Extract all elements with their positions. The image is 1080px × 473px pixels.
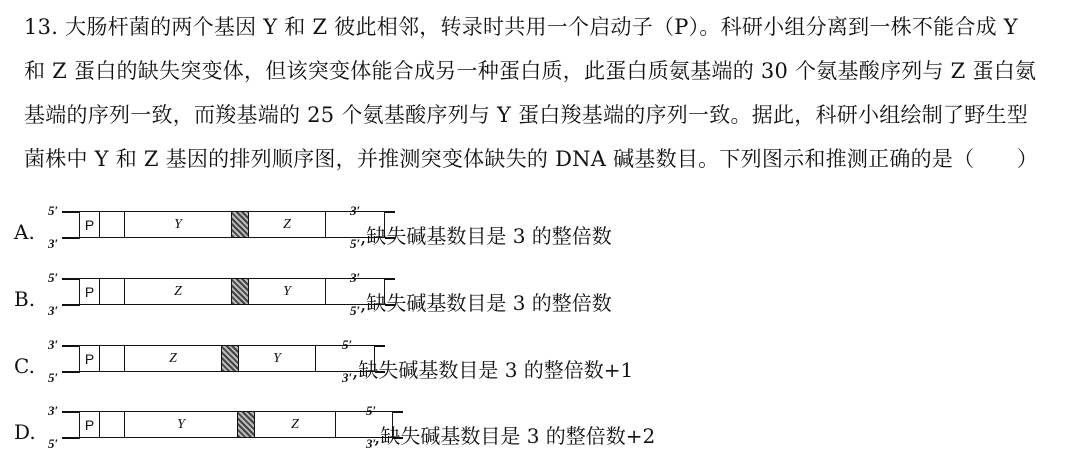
promoter-segment: P	[80, 212, 100, 237]
strand-end-label: 3′	[366, 436, 377, 451]
strand-end-label: 3′	[48, 236, 59, 251]
spacer-segment	[100, 412, 125, 437]
spacer-segment	[100, 279, 125, 304]
option-text: ,缺失碱基数目是 3 的整倍数	[360, 291, 612, 315]
strand-end-label: 5′	[342, 337, 353, 352]
option-text: ,缺失碱基数目是 3 的整倍数+2	[374, 424, 656, 448]
strand-end-label: 3′	[48, 303, 59, 318]
gene-segment: Z	[255, 412, 336, 437]
gene-segment: Y	[249, 279, 326, 304]
dna-diagram	[48, 270, 378, 318]
option-d[interactable]	[0, 403, 1080, 468]
option-letter: B.	[14, 287, 36, 311]
dna-diagram	[48, 203, 378, 251]
question-line: 菌株中 Y 和 Z 基因的排列顺序图，并推测突变体缺失的 DNA 碱基数目。下列图示和推测正确的是（ ）	[24, 147, 1039, 171]
promoter-segment: P	[80, 412, 100, 437]
promoter-segment: P	[80, 346, 100, 371]
question-line: 基端的序列一致，而羧基端的 25 个氨基酸序列与 Y 蛋白羧基端的序列一致。据此，科研小组绘制了野生型	[24, 103, 1029, 127]
deletion-segment	[238, 412, 255, 437]
gene-region	[79, 278, 385, 305]
gene-segment: Y	[239, 346, 316, 371]
gene-region	[79, 211, 385, 238]
strand-end-label: 3′	[350, 270, 361, 285]
option-letter: C.	[14, 354, 35, 378]
option-b[interactable]	[0, 270, 1080, 335]
gene-region	[79, 411, 393, 438]
deletion-segment	[232, 279, 249, 304]
strand-end-label: 3′	[350, 203, 361, 218]
option-a[interactable]	[0, 203, 1080, 268]
gene-region	[79, 345, 375, 372]
option-letter: A.	[14, 220, 35, 244]
option-c[interactable]	[0, 337, 1080, 402]
strand-end-label: 5′	[366, 403, 377, 418]
deletion-segment	[222, 346, 239, 371]
strand-end-label: 5′	[48, 436, 59, 451]
gene-segment: Z	[125, 346, 222, 371]
option-text: ,缺失碱基数目是 3 的整倍数	[360, 224, 612, 248]
gene-segment: Y	[125, 212, 232, 237]
option-letter: D.	[14, 420, 36, 444]
spacer-segment	[100, 212, 125, 237]
strand-end-label: 5′	[350, 236, 361, 251]
strand-end-label: 5′	[48, 370, 59, 385]
gene-segment: Y	[125, 412, 238, 437]
option-text: ,缺失碱基数目是 3 的整倍数+1	[352, 358, 634, 382]
dna-diagram	[48, 403, 388, 451]
strand-end-label: 3′	[342, 370, 353, 385]
strand-end-label: 3′	[48, 403, 59, 418]
strand-end-label: 5′	[48, 270, 59, 285]
spacer-segment	[100, 346, 125, 371]
deletion-segment	[232, 212, 249, 237]
strand-end-label: 3′	[48, 337, 59, 352]
question-line: 13. 大肠杆菌的两个基因 Y 和 Z 彼此相邻，转录时共用一个启动子（P）。科研小组分离到一株不能合成 Y	[24, 15, 1018, 39]
promoter-segment: P	[80, 279, 100, 304]
question-line: 和 Z 蛋白的缺失突变体，但该突变体能合成另一种蛋白质，此蛋白质氨基端的 30 个氨基酸序列与 Z 蛋白氨	[24, 59, 1037, 83]
gene-segment: Z	[125, 279, 232, 304]
strand-end-label: 5′	[48, 203, 59, 218]
strand-end-label: 5′	[350, 303, 361, 318]
gene-segment: Z	[249, 212, 326, 237]
dna-diagram	[48, 337, 378, 385]
